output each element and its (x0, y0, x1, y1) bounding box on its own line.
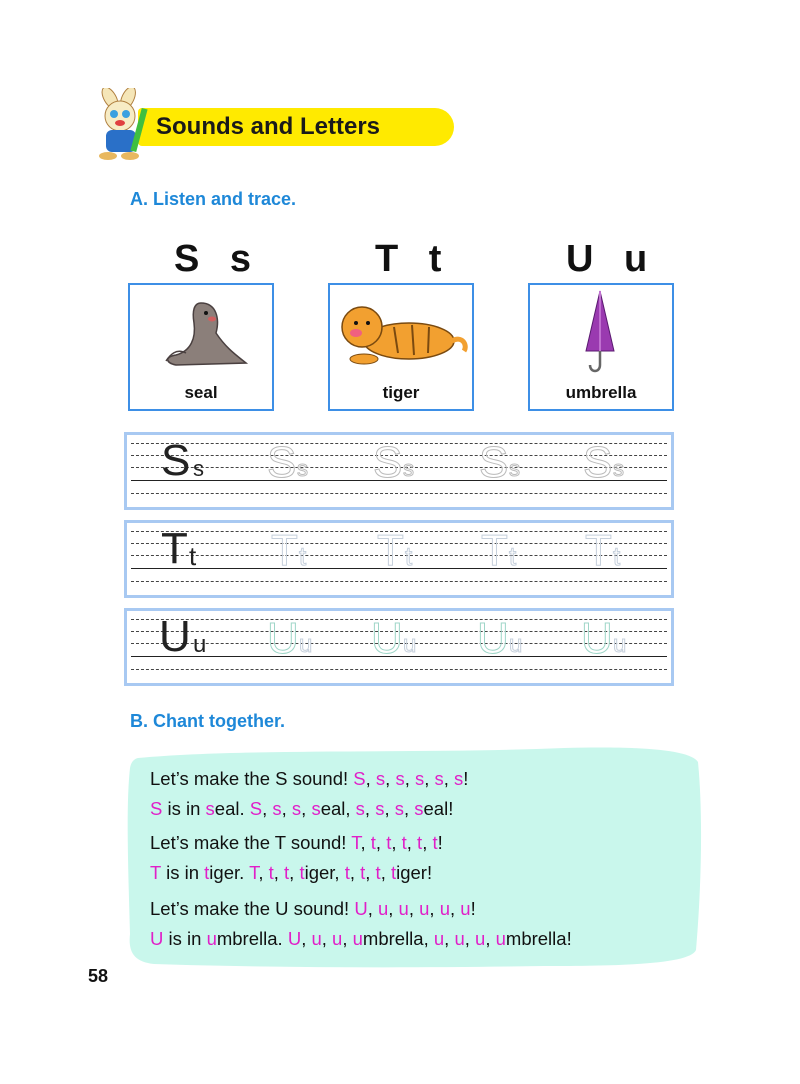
chant-text: , (380, 862, 391, 883)
chant-text: , (443, 768, 455, 789)
highlighted-letter: S (353, 768, 366, 789)
highlighted-letter: u (460, 898, 471, 919)
highlighted-letter: u (495, 928, 506, 949)
highlighted-letter: s (414, 768, 425, 789)
chant-text: , (375, 832, 387, 853)
trace-row-s (124, 432, 674, 510)
trace-letter[interactable]: u (299, 631, 313, 658)
trace-row-u (124, 608, 674, 686)
chant-text: , (258, 862, 269, 883)
trace-letter[interactable]: S (373, 438, 403, 487)
chant-line (150, 798, 453, 820)
highlighted-letter: U (287, 928, 302, 949)
highlighted-letter: u (419, 898, 430, 919)
trace-letter[interactable]: T (271, 526, 298, 575)
highlighted-letter: t (375, 862, 381, 883)
chant-line (150, 832, 443, 854)
highlighted-letter: s (272, 798, 282, 819)
chant-text: , (444, 928, 455, 949)
highlighted-letter: s (311, 798, 321, 819)
chant-text: , (385, 768, 396, 789)
highlighted-letter: S (150, 798, 163, 819)
highlighted-letter: s (205, 798, 215, 819)
highlighted-letter: U (354, 898, 368, 919)
tiger-illustration (334, 299, 470, 369)
chant-text: , (360, 832, 371, 853)
word-seal: seal (184, 383, 218, 402)
highlighted-letter: t (268, 862, 274, 883)
chant-text: iger. (209, 862, 250, 883)
chant-text: mbrella. (216, 928, 288, 949)
trace-letter[interactable]: U (371, 614, 403, 663)
highlighted-letter: s (375, 798, 385, 819)
chant-text: , (289, 862, 300, 883)
chant-line (150, 928, 572, 950)
highlighted-letter: s (434, 768, 444, 789)
highlighted-letter: t (432, 832, 438, 853)
highlighted-letter: T (249, 862, 259, 883)
trace-letter[interactable]: U (581, 614, 613, 663)
highlighted-letter: S (249, 798, 263, 819)
page-number: 58 (88, 966, 109, 986)
highlighted-letter: u (206, 928, 217, 949)
highlighted-letter: U (150, 928, 164, 949)
highlighted-letter: t (299, 862, 305, 883)
chant-text: , (388, 898, 399, 919)
highlighted-letter: s (375, 768, 386, 789)
chant-text: , (364, 798, 376, 819)
model-letter-upper-u: U (159, 612, 191, 661)
trace-letter[interactable]: t (509, 541, 517, 571)
chant-text: , (422, 832, 433, 853)
chant-text: , (408, 898, 420, 919)
highlighted-letter: s (355, 798, 365, 819)
chant-text: , (301, 798, 312, 819)
chant-text: , (262, 798, 273, 819)
highlighted-letter: t (360, 862, 366, 883)
trace-letter[interactable]: u (403, 631, 417, 658)
chant-text: Let’s make the T sound! (150, 832, 352, 853)
highlighted-letter: t (386, 832, 392, 853)
chant-text: eal! (423, 798, 454, 819)
chant-text: , (301, 928, 312, 949)
chant-text: , (342, 928, 353, 949)
word-umbrella: umbrella (565, 383, 637, 402)
chant-text: , (464, 928, 476, 949)
trace-letter[interactable]: s (613, 456, 624, 481)
model-letter-lower-s: s (193, 456, 204, 481)
letter-pair-u: U u (566, 238, 658, 280)
trace-letter[interactable]: S (479, 438, 509, 487)
highlighted-letter: t (204, 862, 210, 883)
highlighted-letter: u (475, 928, 486, 949)
highlighted-letter: t (390, 862, 397, 883)
highlighted-letter: s (395, 768, 405, 789)
chant-line (150, 768, 468, 790)
highlighted-letter: u (377, 898, 389, 919)
chant-text: , (450, 898, 461, 919)
highlighted-letter: s (394, 798, 404, 819)
chant-text: Let’s make the U sound! (150, 898, 355, 919)
highlighted-letter: T (351, 832, 361, 853)
model-letter-upper-t: T (161, 524, 188, 573)
highlighted-letter: u (311, 928, 322, 949)
highlighted-letter: t (344, 862, 350, 883)
highlighted-letter: u (439, 898, 450, 919)
highlighted-letter: u (454, 928, 465, 949)
trace-letter[interactable]: T (585, 526, 612, 575)
word-tiger: tiger (382, 383, 420, 402)
trace-letter[interactable]: t (405, 541, 413, 571)
chant-line (150, 862, 432, 884)
trace-letter[interactable]: s (403, 456, 414, 481)
chant-text: , (403, 798, 415, 819)
seal-card (128, 283, 274, 411)
highlighted-letter: t (417, 832, 423, 853)
chant-text: , (404, 768, 415, 789)
letter-pair-t: T t (375, 238, 452, 280)
chant-text: iger, (304, 862, 345, 883)
page-title: Sounds and Letters (156, 113, 381, 140)
section-a-heading: A. Listen and trace. (130, 189, 297, 209)
trace-letter[interactable]: U (267, 614, 299, 663)
chant-text: , (349, 862, 361, 883)
rabbit-mascot-icon (88, 88, 158, 160)
chant-text: is in (162, 798, 206, 819)
chant-text: , (273, 862, 285, 883)
chant-text: , (429, 898, 440, 919)
chant-text: , (281, 798, 292, 819)
trace-letter[interactable]: t (299, 541, 307, 571)
trace-row-t (124, 520, 674, 598)
chant-text: is in (160, 862, 205, 883)
chant-text: , (406, 832, 418, 853)
chant-line (150, 898, 476, 920)
chant-text: , (365, 862, 376, 883)
trace-letter[interactable]: u (613, 631, 627, 658)
highlighted-letter: u (433, 928, 445, 949)
chant-text: ! (463, 768, 469, 789)
chant-text: , (321, 928, 333, 949)
highlighted-letter: s (291, 798, 302, 819)
trace-letter[interactable]: u (509, 631, 523, 658)
trace-letter[interactable]: S (267, 438, 297, 487)
highlighted-letter: u (332, 928, 343, 949)
trace-letter[interactable]: S (583, 438, 613, 487)
chant-text: , (365, 768, 376, 789)
chant-text: ! (437, 832, 443, 853)
trace-letter[interactable]: T (377, 526, 404, 575)
letter-pair-s: S s (174, 238, 262, 280)
seal-illustration (146, 293, 256, 373)
highlighted-letter: T (150, 862, 161, 883)
model-letter-upper-s: S (161, 436, 191, 485)
section-b-heading: B. Chant together. (130, 711, 286, 731)
chant-text: Let’s make the S sound! (150, 768, 354, 789)
umbrella-illustration (580, 289, 620, 375)
chant-text: mbrella! (505, 928, 572, 949)
highlighted-letter: u (398, 898, 409, 919)
chant-text: eal, (320, 798, 356, 819)
chant-text: , (424, 768, 435, 789)
trace-letter[interactable]: t (613, 541, 621, 571)
chant-text: , (485, 928, 496, 949)
trace-letter[interactable]: T (481, 526, 508, 575)
model-letter-lower-u: u (193, 631, 207, 658)
chant-text: is in (163, 928, 207, 949)
chant-text: iger! (396, 862, 433, 883)
chant-text: , (384, 798, 395, 819)
trace-letter[interactable]: s (509, 456, 520, 481)
chant-text: ! (470, 898, 476, 919)
highlighted-letter: s (414, 798, 424, 819)
chant-text: eal. (214, 798, 250, 819)
chant-text: , (391, 832, 402, 853)
highlighted-letter: t (401, 832, 407, 853)
tiger-card (328, 283, 474, 411)
trace-letter[interactable]: s (297, 456, 308, 481)
highlighted-letter: t (370, 832, 376, 853)
trace-letter[interactable]: U (477, 614, 509, 663)
chant-text: , (367, 898, 378, 919)
chant-text: mbrella, (362, 928, 434, 949)
highlighted-letter: u (352, 928, 363, 949)
highlighted-letter: t (284, 862, 290, 883)
model-letter-lower-t: t (189, 541, 197, 571)
umbrella-card (528, 283, 674, 411)
highlighted-letter: s (454, 768, 464, 789)
